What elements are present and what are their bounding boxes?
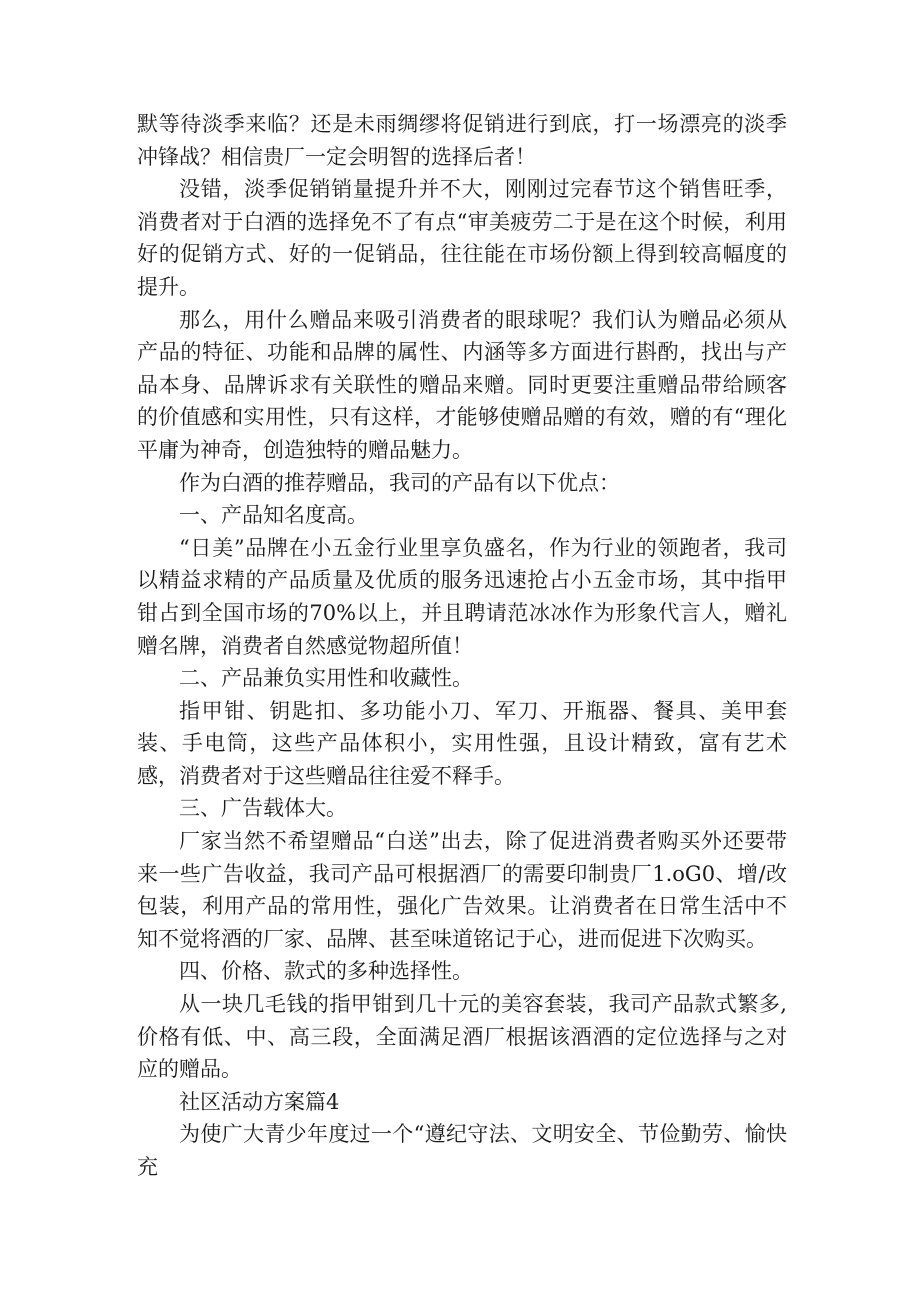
paragraph-6: 指甲钳、钥匙扣、多功能小刀、军刀、开瓶器、餐具、美甲套装、手电筒，这些产品体积小，实用性强，且设计精致，富有艺术感，消费者对于这些赠品往往爱不释手。 [137, 698, 787, 788]
paragraph-8: 从一块几毛钱的指甲钳到几十元的美容套装，我司产品款式繁多,价格有低、中、高三段，全面满足酒厂根据该酒酒的定位选择与之对应的赠品。 [137, 992, 787, 1082]
paragraph-3: 那么，用什么赠品来吸引消费者的眼球呢？我们认为赠品必须从产品的特征、功能和品牌的属性、内涵等多方面进行斟酌，找出与产品本身、品牌诉求有关联性的赠品来赠。同时更要注重赠品带给顾客的价值感和实用性，只有这样，才能够使赠品赠的有效，赠的有“理化平庸为神奇，创造独特的赠品魅力。 [137, 307, 787, 462]
heading-point-1: 一、产品知名度高。 [179, 503, 368, 528]
heading-point-3: 三、广告载体大。 [179, 796, 347, 821]
paragraph-5: “日美”品牌在小五金行业里享负盛名，作为行业的领跑者，我司以精益求精的产品质量及优质的服务迅速抢占小五金市场，其中指甲钳占到全国市场的70%以上，并且聘请范冰冰作为形象代言人，赠礼赠名牌，消费者自然感觉物超所值！ [137, 535, 787, 658]
paragraph-1: 默等待淡季来临？还是未雨绸缪将促销进行到底，打一场漂亮的淡季冲锋战？相信贵厂一定会明智的选择后者！ [137, 112, 787, 169]
heading-point-4: 四、价格、款式的多种选择性。 [179, 959, 473, 984]
document-body [137, 108, 787, 1184]
paragraph-4: 作为白酒的推荐赠品，我司的产品有以下优点： [179, 470, 620, 495]
section-heading: 社区活动方案篇4 [179, 1089, 340, 1114]
paragraph-9: 为使广大青少年度过一个“遵纪守法、文明安全、节俭勤劳、愉快充 [137, 1122, 787, 1179]
paragraph-7: 厂家当然不希望赠品“白送”出去，除了促进消费者购买外还要带来一些广告收益，我司产品可根据酒厂的需要印制贵厂1.oG0、增/改包装，利用产品的常用性，强化广告效果。让消费者在日常生活中不知不觉将酒的厂家、品牌、甚至味道铭记于心，进而促进下次购买。 [137, 829, 787, 951]
paragraph-2: 没错，淡季促销销量提升并不大，刚刚过完春节这个销售旺季，消费者对于白酒的选择免不了有点“审美疲劳二于是在这个时候，利用好的促销方式、好的一促销品，往往能在市场份额上得到较高幅度的提升。 [137, 177, 787, 299]
heading-point-2: 二、产品兼负实用性和收藏性。 [179, 666, 473, 691]
